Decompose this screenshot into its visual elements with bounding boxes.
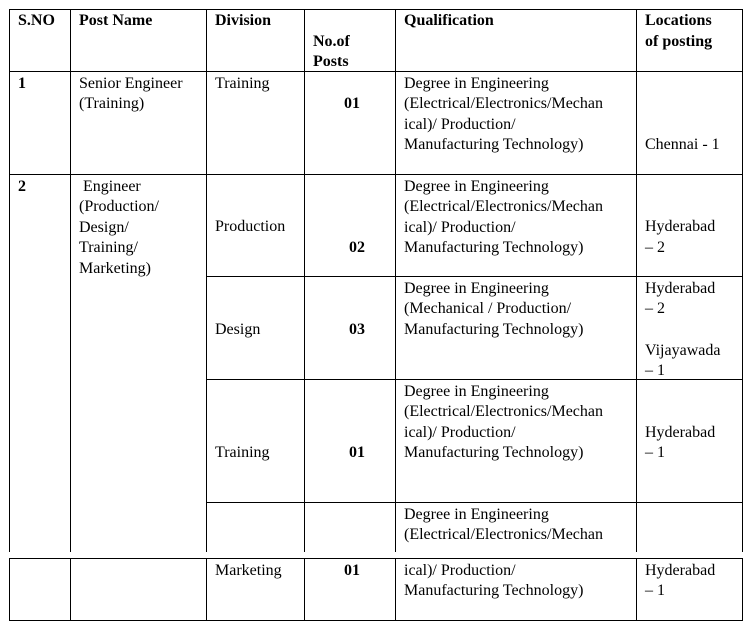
location-line: Chennai - 1 [645, 136, 720, 153]
rule-bottom [9, 620, 743, 621]
qualification-line: (Mechanical / Production/ [404, 300, 572, 317]
header-sno: S.NO [18, 12, 55, 29]
qualification-line: (Electrical/Electronics/Mechan [404, 198, 604, 215]
division-cell: Marketing [215, 562, 282, 579]
location-line: Hyderabad [645, 280, 716, 297]
qualification-line: Manufacturing Technology) [404, 444, 584, 461]
location-line: – 2 [645, 300, 665, 317]
qualification-line: Manufacturing Technology) [404, 582, 584, 599]
col-line-2 [206, 9, 207, 621]
division-cell: Design [215, 321, 261, 338]
row-sno: 1 [18, 75, 26, 92]
header-posts-line2: Posts [313, 53, 349, 70]
rule-page-break-top [9, 558, 743, 559]
qualification-line: Degree in Engineering [404, 383, 549, 400]
col-line-3 [304, 9, 305, 621]
division-cell: Training [215, 75, 270, 92]
location-line: Hyderabad [645, 424, 716, 441]
rule-production-bottom [206, 276, 743, 277]
post-name-line: Marketing) [79, 260, 151, 277]
post-name-line: (Production/ [79, 198, 159, 215]
page-break-gap [0, 552, 743, 558]
location-line: – 1 [645, 444, 665, 461]
location-line: – 1 [645, 362, 665, 379]
posts-count: 01 [349, 444, 365, 461]
col-line-1 [70, 9, 71, 621]
rule-header-bottom [9, 71, 743, 72]
posts-count: 03 [349, 321, 365, 338]
row-sno: 2 [18, 178, 26, 195]
posts-count: 01 [344, 95, 360, 112]
qualification-line: ical)/ Production/ [404, 424, 516, 441]
header-locations-line2: of posting [645, 33, 713, 50]
post-name-line: (Training) [79, 95, 145, 112]
qualification-line: Manufacturing Technology) [404, 239, 584, 256]
col-line-0 [9, 9, 10, 621]
rule-top [9, 9, 743, 10]
header-division: Division [215, 12, 272, 29]
qualification-line: Degree in Engineering [404, 280, 549, 297]
qualification-line: ical)/ Production/ [404, 219, 516, 236]
qualification-line: (Electrical/Electronics/Mechan [404, 403, 604, 420]
qualification-line: Degree in Engineering [404, 75, 549, 92]
rule-row1-bottom [9, 174, 743, 175]
post-name-line: Senior Engineer [79, 75, 183, 92]
qualification-line: (Electrical/Electronics/Mechan [404, 95, 604, 112]
qualification-line: Degree in Engineering [404, 178, 549, 195]
location-line: Hyderabad [645, 218, 716, 235]
header-posts-line1: No.of [313, 33, 350, 50]
division-cell: Production [215, 218, 286, 235]
header-locations-line1: Locations [645, 12, 712, 29]
location-line: – 1 [645, 582, 665, 599]
col-line-4 [395, 9, 396, 621]
location-line: Vijayawada [645, 342, 721, 359]
qualification-line: ical)/ Production/ [404, 562, 516, 579]
location-line: – 2 [645, 239, 665, 256]
qualification-line: (Electrical/Electronics/Mechan [404, 526, 604, 543]
post-name-line: Training/ [79, 239, 138, 256]
division-cell: Training [215, 444, 270, 461]
qualification-line: Degree in Engineering [404, 506, 549, 523]
post-name-line: Engineer [79, 178, 141, 195]
qualification-line: ical)/ Production/ [404, 116, 516, 133]
header-qualification: Qualification [404, 12, 494, 29]
post-name-line: Design/ [79, 219, 129, 236]
qualification-line: Manufacturing Technology) [404, 136, 584, 153]
header-post-name: Post Name [79, 12, 153, 29]
location-line: Hyderabad [645, 562, 716, 579]
posts-count: 01 [344, 562, 360, 579]
col-line-5 [636, 9, 637, 621]
rule-training-bottom [206, 502, 743, 503]
qualification-line: Manufacturing Technology) [404, 321, 584, 338]
posts-count: 02 [349, 239, 365, 256]
